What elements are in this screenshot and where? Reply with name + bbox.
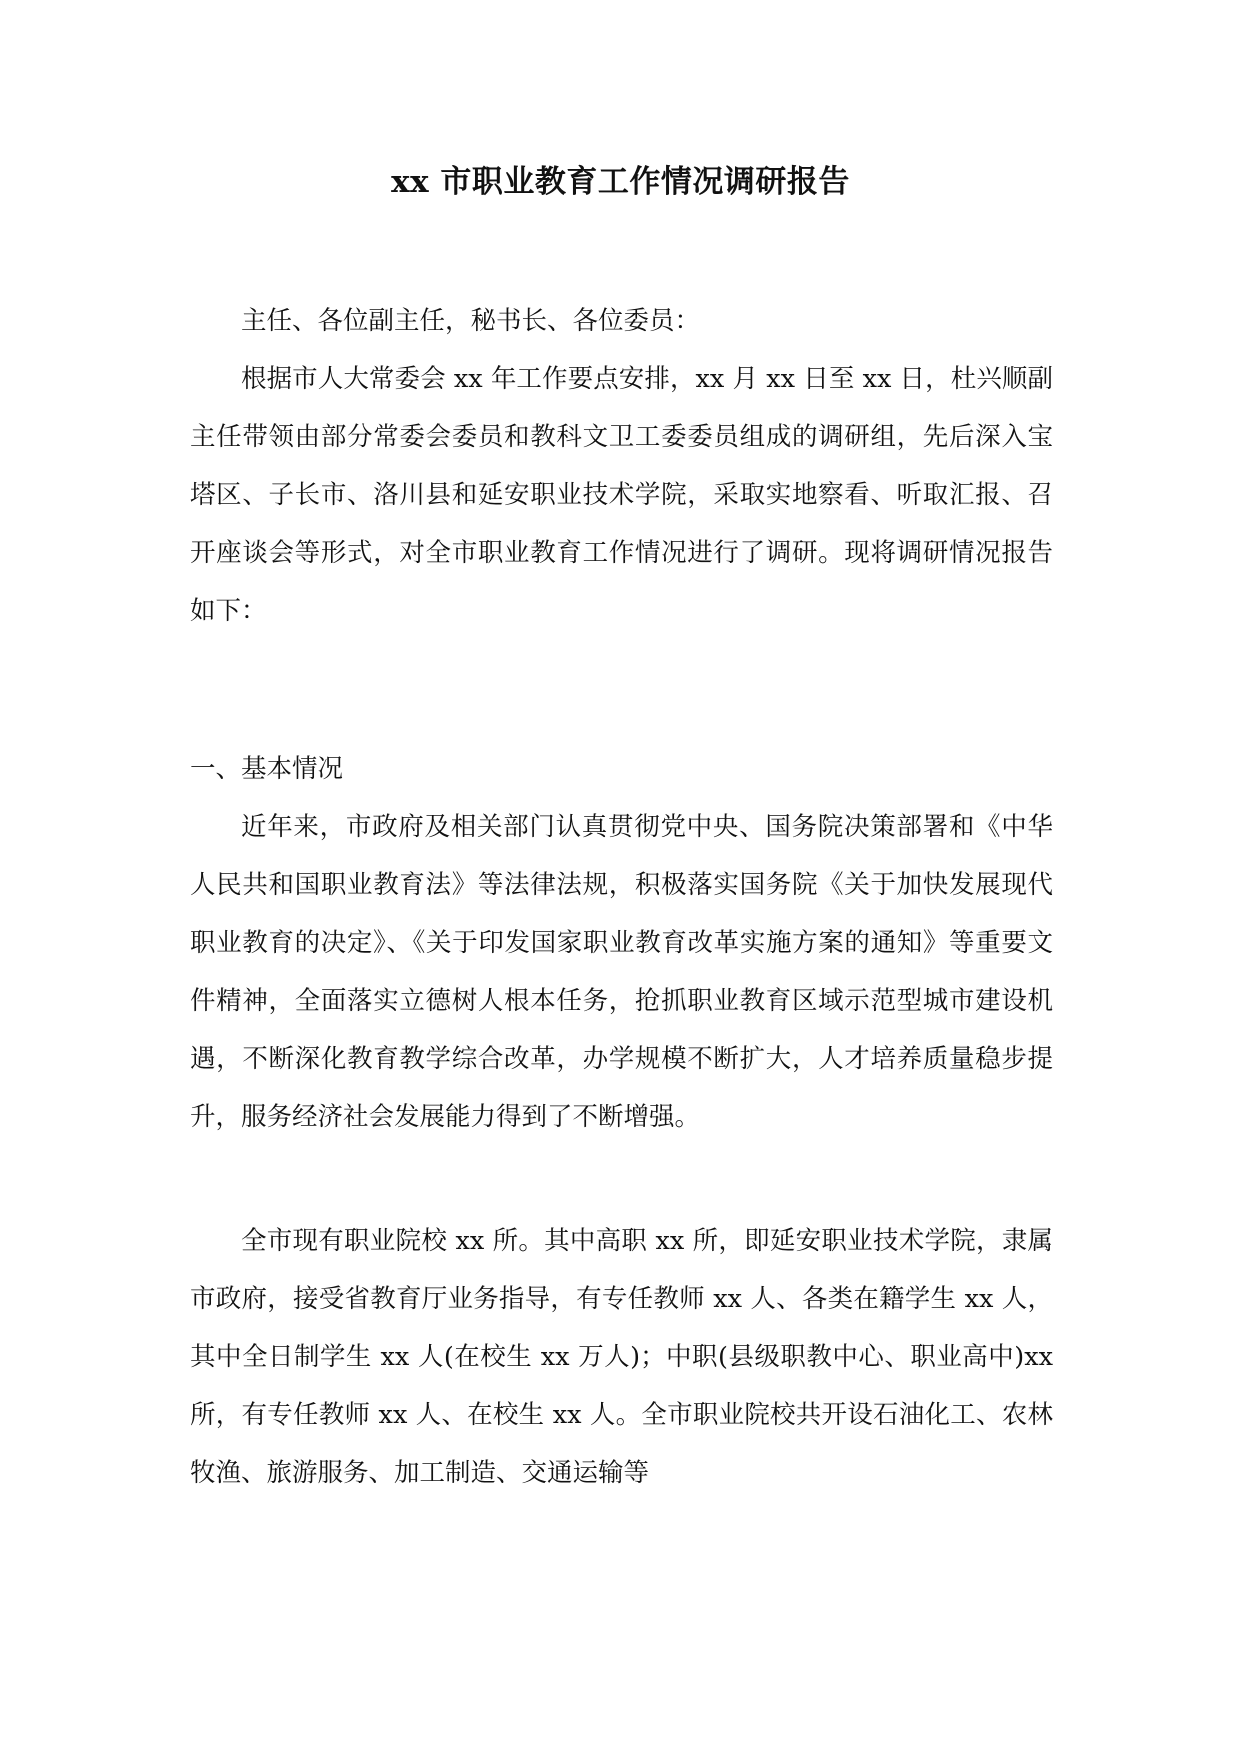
document-title: xx 市职业教育工作情况调研报告 [391,164,850,200]
salutation: 主任、各位副主任，秘书长、各位委员： [241,306,701,336]
institutions-paragraph: 全市现有职业院校 xx 所。其中高职 xx 所，即延安职业技术学院，隶属市政府，接受省教育厅业务指导，有专任教师 xx 人、各类在籍学生 xx 人，其中全日制学生 xx 人(在校生 xx 万人)；中职(县级职教中心、职业高中)xx 所，有专任教师 xx 人、在校生 xx 人。全市职业院校共开设石油化工、农林牧渔、旅游服务、加工制造、交通运输等 [190,1226,1053,1488]
intro-paragraph: 根据市人大常委会 xx 年工作要点安排，xx 月 xx 日至 xx 日，杜兴顺副主任带领由部分常委会委员和教科文卫工委委员组成的调研组，先后深入宝塔区、子长市、洛川县和延安职业技术学院，采取实地察看、听取汇报、召开座谈会等形式，对全市职业教育工作情况进行了调研。现将调研情况报告如下： [190,364,1053,626]
overview-paragraph: 近年来，市政府及相关部门认真贯彻党中央、国务院决策部署和《中华人民共和国职业教育法》等法律法规，积极落实国务院《关于加快发展现代职业教育的决定》、《关于印发国家职业教育改革实施方案的通知》等重要文件精神，全面落实立德树人根本任务，抢抓职业教育区域示范型城市建设机遇，不断深化教育教学综合改革，办学规模不断扩大，人才培养质量稳步提升，服务经济社会发展能力得到了不断增强。 [190,812,1053,1132]
section-heading: 一、基本情况 [190,754,344,784]
